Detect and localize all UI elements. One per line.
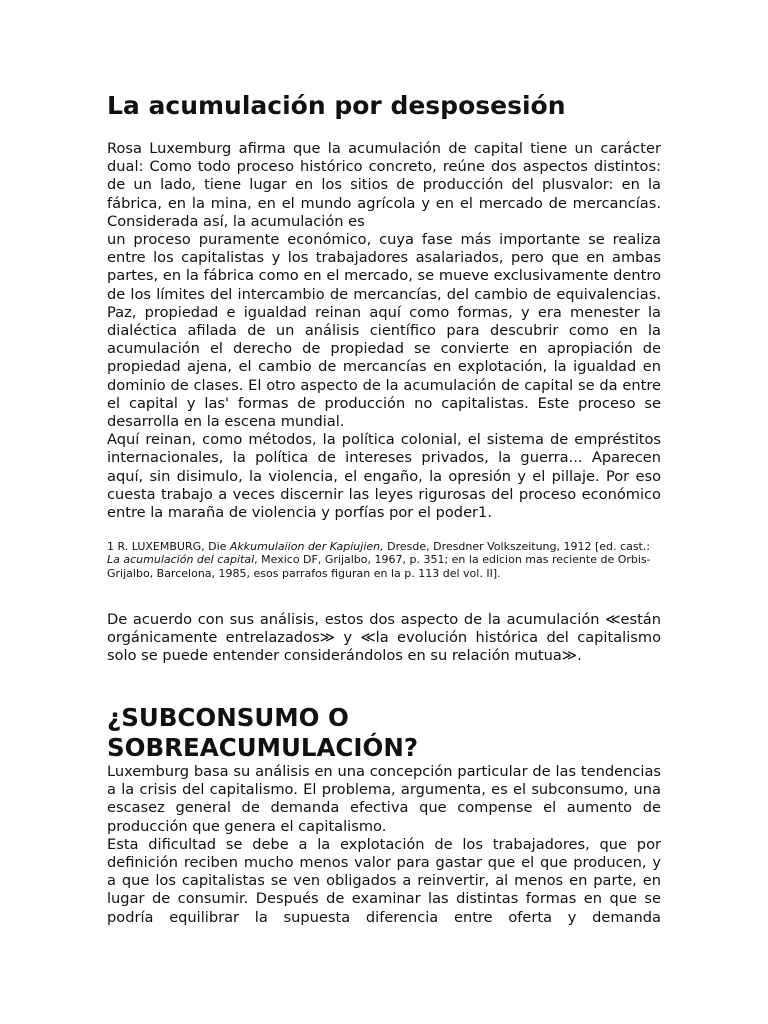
paragraph-part: Luxemburg basa su análisis en una concepción particular de las tendencias a la crisis del capitalismo. El problema, argumenta, es el subconsumo, una escasez general de demanda efectiva que compense el aumento de producción que genera el capitalismo. — [107, 763, 661, 835]
paragraph-part: un proceso puramente económico, cuya fase más importante se realiza entre los capitalistas y los trabajadores asalariados, pero que en ambas partes, en la fábrica como en el mercado, se mueve exclusivamente dentro de los límites del intercambio de mercancías, del cambio de equivalencias. Paz, propiedad e igualdad reinan aquí como formas, y era menester la dialéctica afilada de un análisis científico para descubrir como en la acumulación el derecho de propiedad se convierte en apropiación de propiedad ajena, el cambio de mercancías en explotación, la igualdad en dominio de clases. El otro aspecto de la acumulación de capital se da entre el capital y las' formas de producción no capitalistas. Este proceso se desarrolla en la escena mundial. — [107, 231, 661, 431]
footnote-prefix: 1 R. LUXEMBURG, Die — [107, 540, 230, 553]
page-title: La acumulación por desposesión — [107, 91, 566, 120]
footnote-translation-title: La acumulación del capital — [107, 553, 255, 567]
footnote-edition: Dresde, Dresdner Volkszeitung, 1912 [ed. cast.: — [383, 540, 651, 553]
footnote — [107, 540, 661, 580]
paragraph-part: Esta dificultad se debe a la explotación de los trabajadores, que por definición reciben mucho menos valor para gastar que el que producen, y a que los capitalistas se ven obligados a reinvertir, al menos en parte, en lugar de consumir. Después de examinar las distintas formas en que se podría equilibrar la supuesta diferencia entre oferta y demanda — [107, 835, 661, 926]
paragraph-luxemburg-quote — [107, 140, 661, 522]
paragraph-part: Aquí reinan, como métodos, la política colonial, el sistema de empréstitos internacionales, la política de intereses privados, la guerra... Aparecen aquí, sin disimulo, la violencia, el engaño, la opresión y el pillaje. Por eso cuesta trabajo a veces discernir las leyes rigurosas del proceso económico entre la maraña de violencia y porfías por el poder1. — [107, 431, 661, 522]
footnote-book-title: Akkumulaiion der Kapiujien, — [229, 540, 384, 553]
paragraph-subconsumo — [107, 763, 661, 927]
paragraph-part: Rosa Luxemburg afirma que la acumulación de capital tiene un carácter dual: Como todo proceso histórico concreto, reúne dos aspectos distintos: de un lado, tiene lugar en los sitios de producción del plusvalor: en la fábrica, en la mina, en el mundo agrícola y en el mercado de mercancías. Considerada así, la acumulación es — [107, 140, 661, 230]
paragraph-analysis: De acuerdo con sus análisis, estos dos aspecto de la acumulación ≪están orgánicamente entrelazados≫ y ≪la evolución histórica del capitalismo solo se puede entender considerándolos en su relación mutua≫. — [107, 611, 661, 665]
footnote-rest: , Mexico DF, Grijalbo, 1967, p. 351; en la edicion mas reciente de Orbis- Grijalbo, Barcelona, 1985, esos parrafos figuran en la p. 113 del vol. II]. — [107, 553, 651, 580]
section-heading: ¿SUBCONSUMO O SOBREACUMULACIÓN? — [107, 703, 419, 762]
